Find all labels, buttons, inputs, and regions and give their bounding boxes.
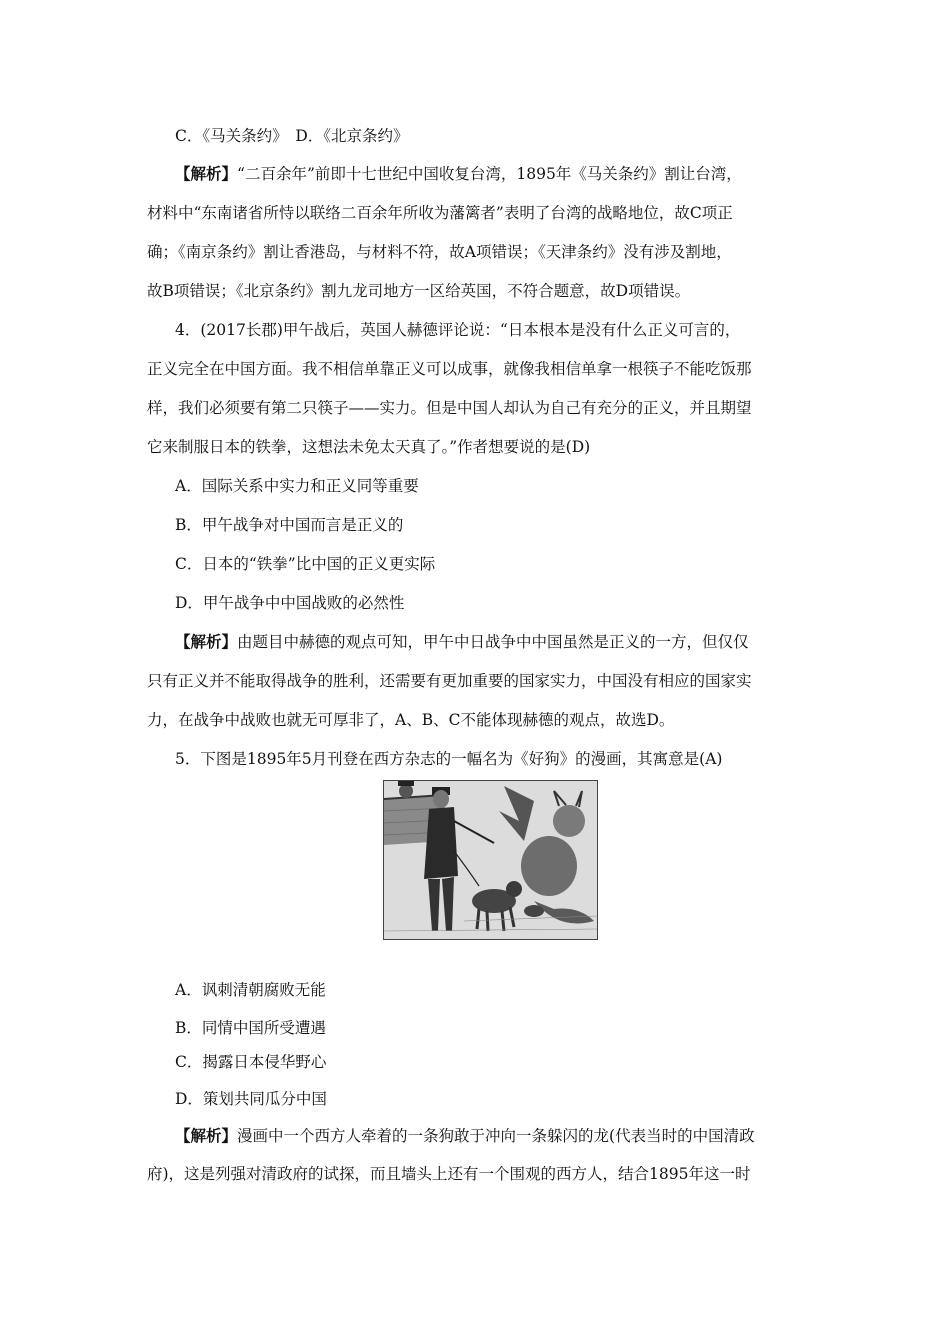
analysis-line-1: 【解析】“二百余年”前即十七世纪中国收复台湾，1895年《马关条约》割让台湾， xyxy=(175,164,742,183)
q5-option-a: A．讽刺清朝腐败无能 xyxy=(175,981,326,999)
question-4-line-3: 样，我们必须要有第二只筷子——实力。但是中国人却认为自己有充分的正义，并且期望 xyxy=(147,399,752,417)
q5-analysis-line-1: 【解析】漫画中一个西方人牵着的一条狗敢于冲向一条躲闪的龙(代表当时的中国清政 xyxy=(175,1126,755,1145)
q4-option-c: C．日本的“铁拳”比中国的正义更实际 xyxy=(175,555,436,573)
q5-option-d: D．策划共同瓜分中国 xyxy=(175,1090,327,1108)
analysis-line-2: 材料中“东南诸省所恃以联络二百余年所收为藩篱者”表明了台湾的战略地位，故C项正 xyxy=(147,204,733,222)
analysis-tag: 【解析】 xyxy=(175,164,238,183)
q4-analysis-line-2: 只有正义并不能取得战争的胜利，还需要有更加重要的国家实力，中国没有相应的国家实 xyxy=(147,672,752,690)
question-5-line-1: 5．下图是1895年5月刊登在西方杂志的一幅名为《好狗》的漫画，其寓意是(A) xyxy=(175,750,723,768)
good-dog-cartoon xyxy=(383,780,598,940)
q4-option-a: A．国际关系中实力和正义同等重要 xyxy=(175,477,419,495)
question-4-line-2: 正义完全在中国方面。我不相信单靠正义可以成事，就像我相信单拿一根筷子不能吃饭那 xyxy=(147,360,752,378)
question-4-line-4: 它来制服日本的铁拳，这想法未免太天真了。”作者想要说的是(D) xyxy=(147,438,591,456)
q4-option-b: B．甲午战争对中国而言是正义的 xyxy=(175,516,404,534)
analysis-tag: 【解析】 xyxy=(175,632,238,651)
q4-option-d: D．甲午战争中中国战败的必然性 xyxy=(175,594,405,612)
q5-option-b: B．同情中国所受遭遇 xyxy=(175,1019,326,1037)
question-4-line-1: 4．(2017长郡)甲午战后，英国人赫德评论说：“日本根本是没有什么正义可言的， xyxy=(175,321,741,339)
option-c-d: C．《马关条约》 D．《北京条约》 xyxy=(175,127,409,145)
q4-analysis-line-3: 力，在战争中战败也就无可厚非了，A、B、C不能体现赫德的观点，故选D。 xyxy=(147,711,675,729)
q4-analysis-line-1: 【解析】由题目中赫德的观点可知，甲午中日战争中中国虽然是正义的一方，但仅仅 xyxy=(175,632,749,651)
q5-option-c: C．揭露日本侵华野心 xyxy=(175,1053,327,1071)
analysis-tag: 【解析】 xyxy=(175,1126,238,1145)
cartoon-illustration xyxy=(384,781,597,939)
analysis-line-4: 故B项错误；《北京条约》割九龙司地方一区给英国，不符合题意，故D项错误。 xyxy=(147,282,691,300)
q5-analysis-line-2: 府)，这是列强对清政府的试探，而且墙头上还有一个围观的西方人，结合1895年这一时 xyxy=(147,1165,751,1183)
analysis-line-3: 确；《南京条约》割让香港岛，与材料不符，故A项错误；《天津条约》没有涉及割地， xyxy=(147,243,732,261)
